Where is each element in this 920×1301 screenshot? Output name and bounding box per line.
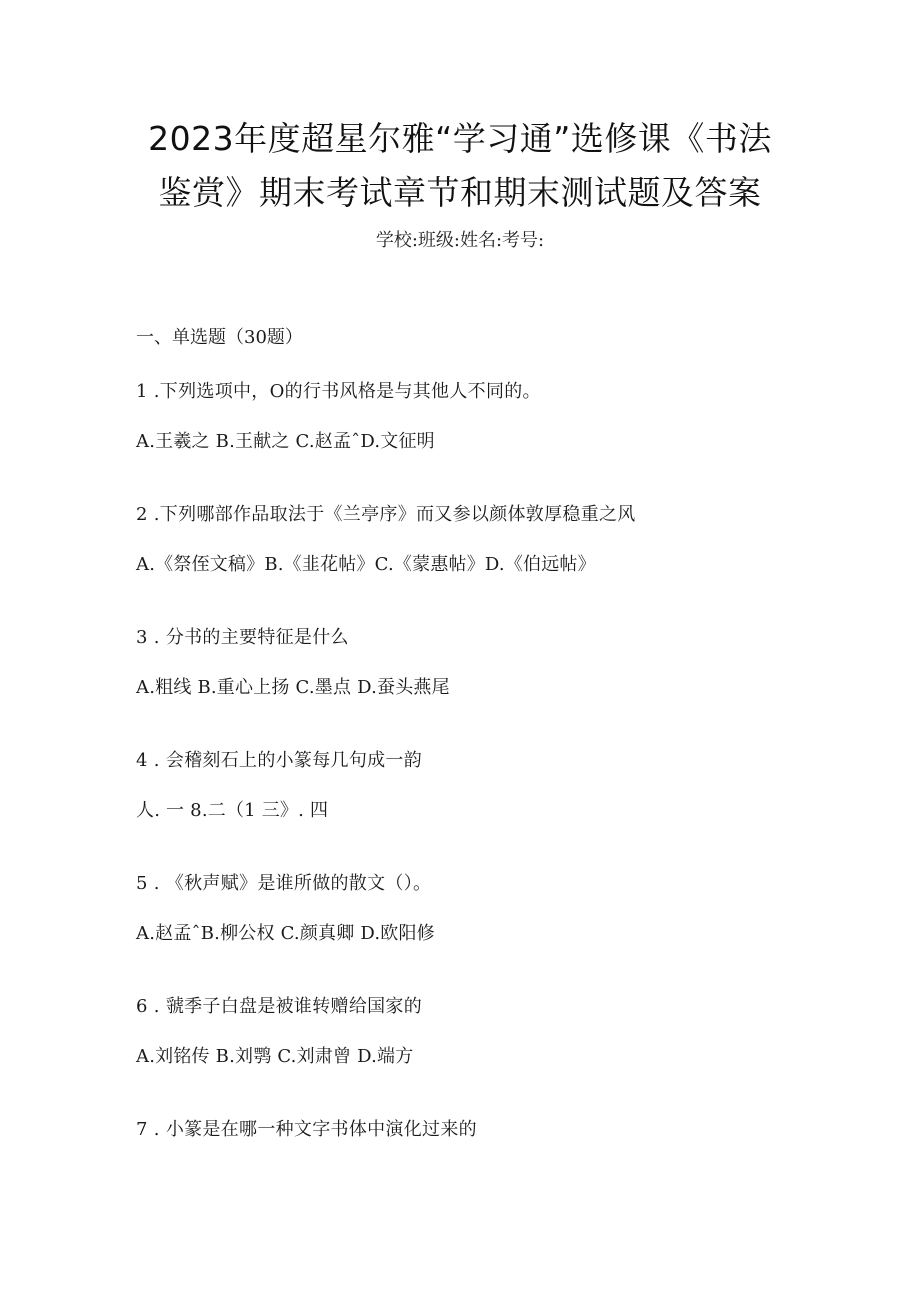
section-heading: 一、单选题（30题） [136,327,303,348]
question-text: 3 . 分书的主要特征是什么 [136,627,349,648]
question-options: A.赵孟ˆB.柳公权 C.颜真卿 D.欧阳修 [136,923,435,944]
question-text: 4 . 会稽刻石上的小篆每几句成一韵 [136,750,423,771]
question-options: A.王羲之 B.王献之 C.赵孟ˆD.文征明 [136,431,435,452]
question-text: 7 . 小篆是在哪一种文字书体中演化过来的 [136,1119,477,1140]
question-text: 1 .下列选项中，O的行书风格是与其他人不同的。 [136,381,541,402]
question-text: 5 . 《秋声赋》是谁所做的散文（）。 [136,873,432,894]
student-info-line: 学校:班级:姓名:考号: [375,230,545,251]
title-line-1: 2023年度超星尔雅“学习通”选修课《书法 [148,119,772,158]
question-options: A.《祭侄文稿》B.《韭花帖》C.《蒙惠帖》D.《伯远帖》 [136,554,596,575]
question-options: A.粗线 B.重心上扬 C.墨点 D.蚕头燕尾 [136,677,450,698]
question-text: 2 .下列哪部作品取法于《兰亭序》而又参以颜体敦厚稳重之风 [136,504,636,525]
document-title [100,112,820,220]
question-options: A.刘铭传 B.刘鹗 C.刘肃曾 D.端方 [136,1046,414,1067]
question-text: 6 . 虢季子白盘是被谁转赠给国家的 [136,996,423,1017]
question-options: 人. 一 8.二（1 三》. 四 [136,800,329,821]
title-line-2: 鉴赏》期末考试章节和期末测试题及答案 [158,173,762,212]
